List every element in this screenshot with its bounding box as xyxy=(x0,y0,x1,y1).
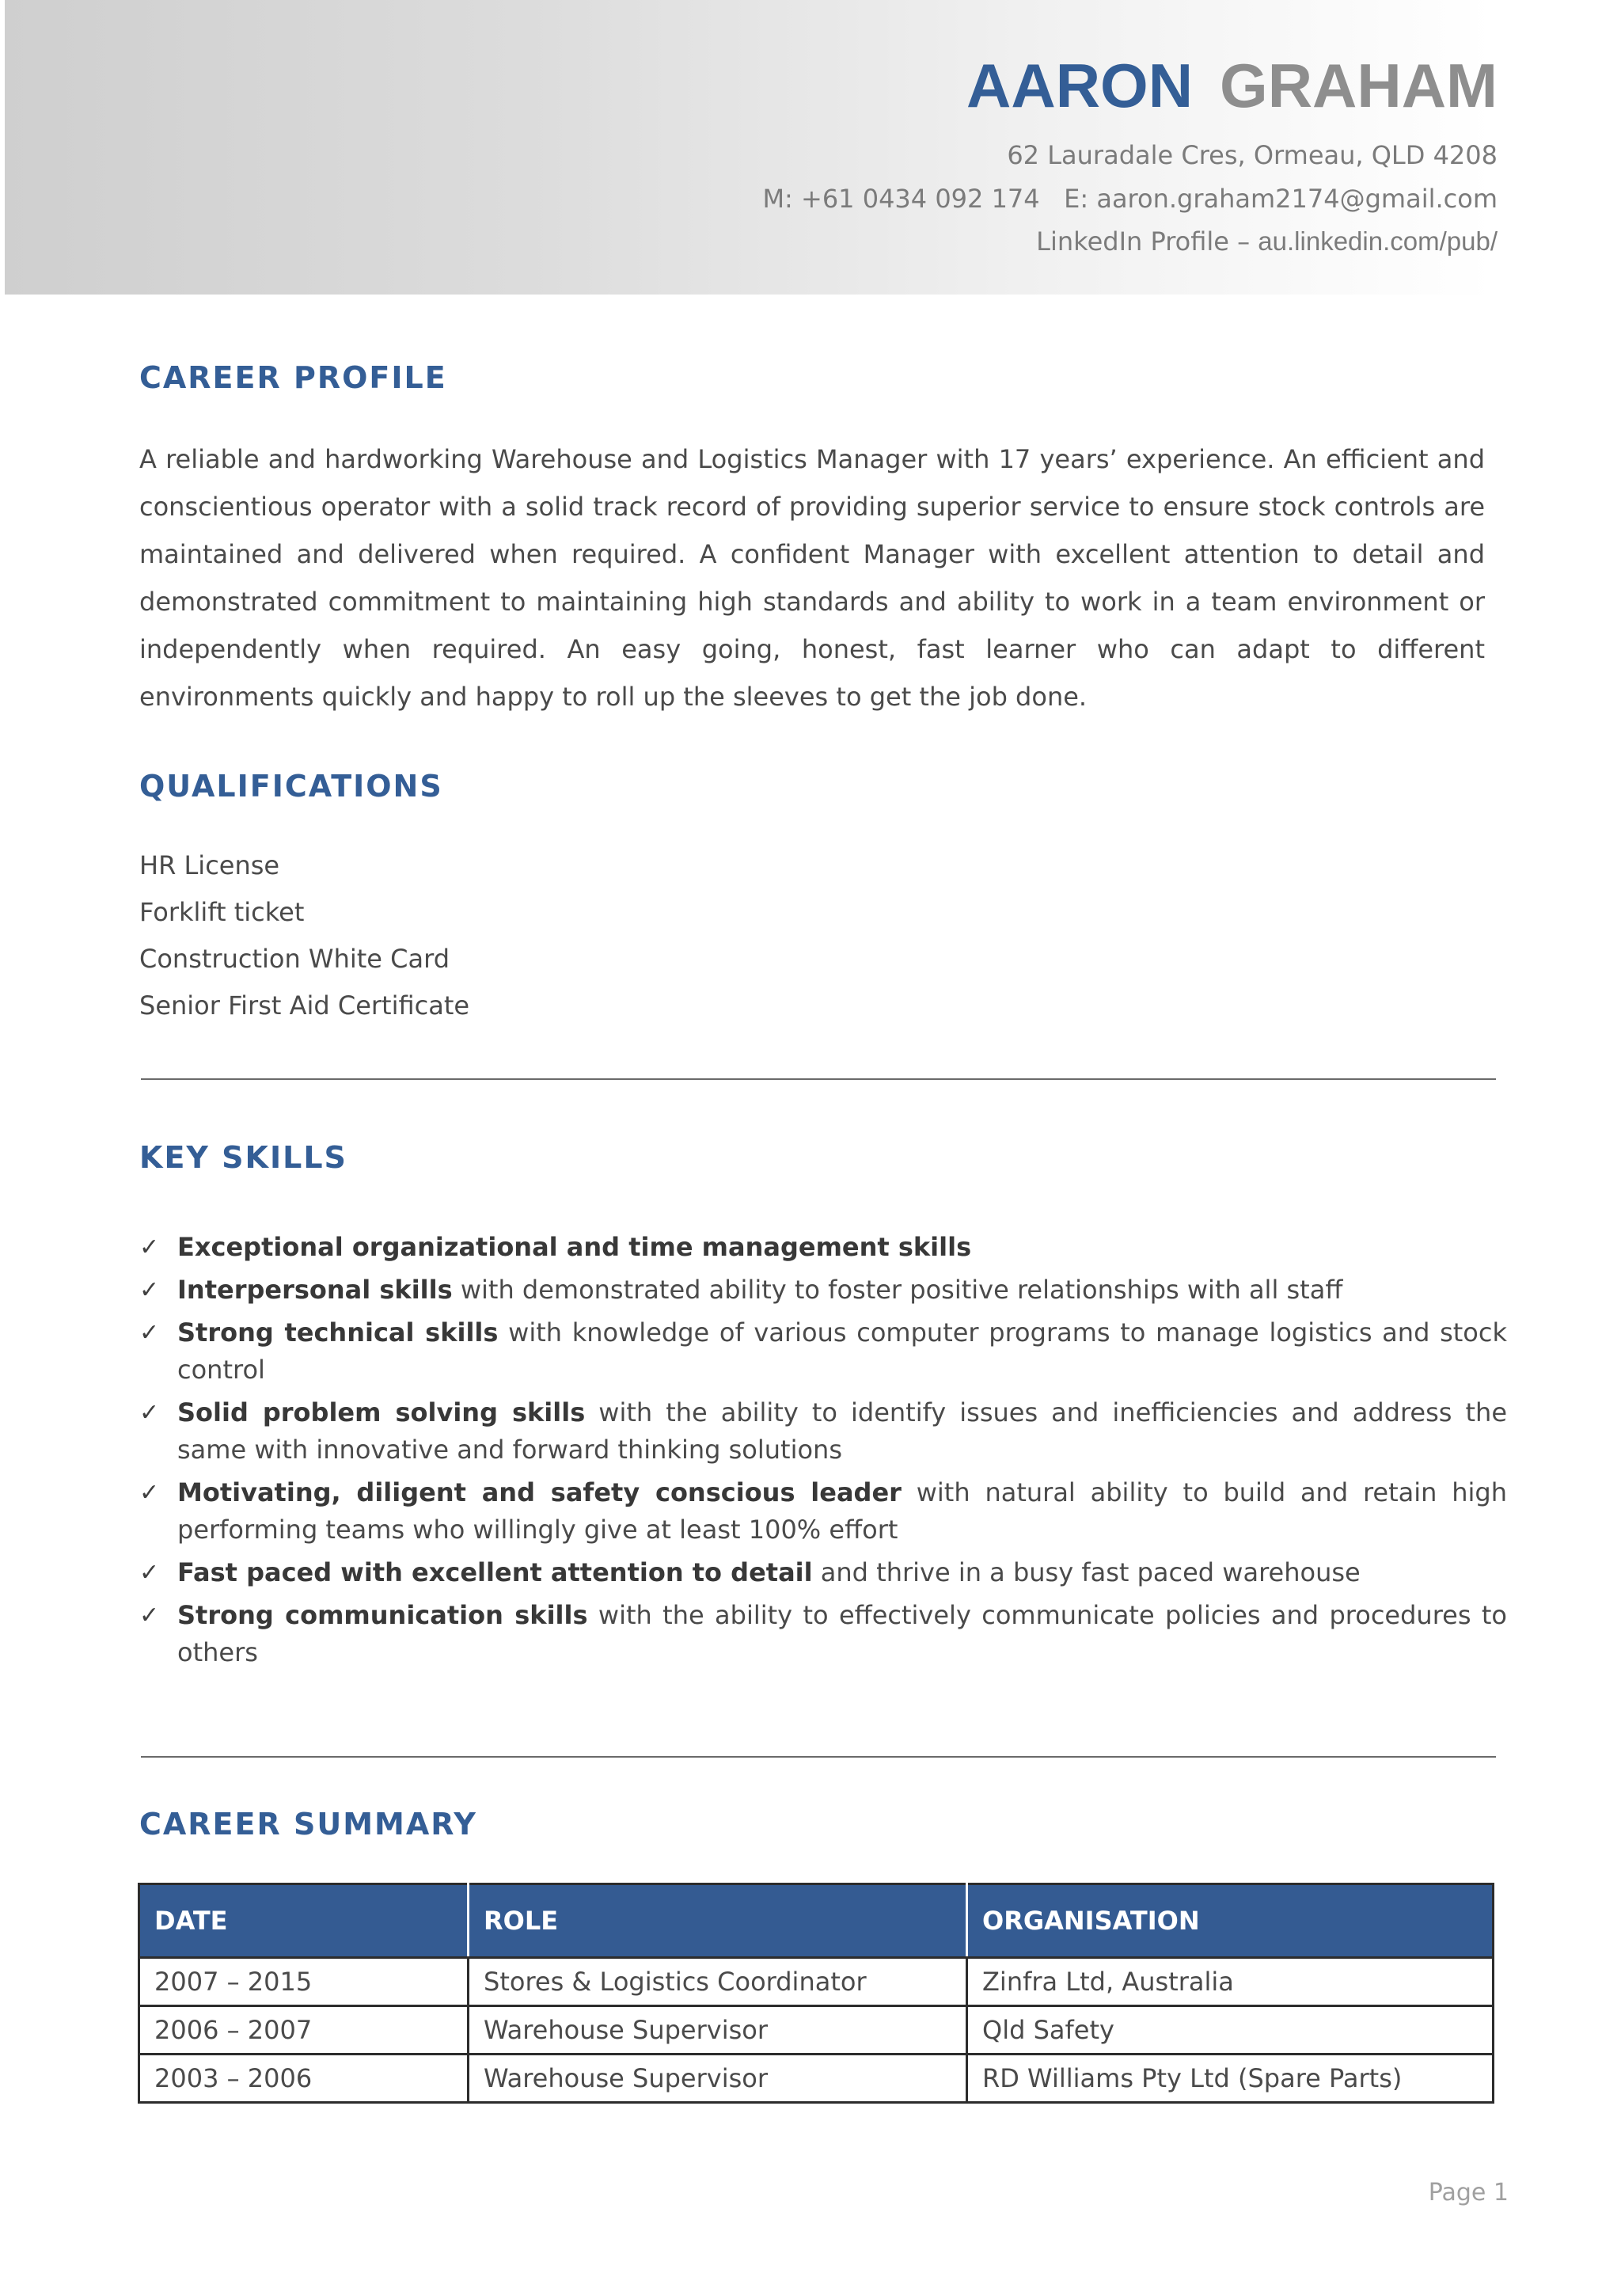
check-icon: ✓ xyxy=(139,1234,160,1261)
skill-detail: with the ability to identify issues and inefficiencies and address the same with innovative and forward thinking solutions xyxy=(177,1397,1508,1465)
first-name: AARON xyxy=(966,51,1194,120)
check-icon: ✓ xyxy=(139,1319,160,1347)
cell-role: Warehouse Supervisor xyxy=(469,2055,967,2103)
linkedin-url[interactable]: au.linkedin.com/pub/ xyxy=(1258,226,1498,256)
career-profile-heading: CAREER PROFILE xyxy=(139,360,447,395)
cell-organisation: Zinfra Ltd, Australia xyxy=(967,1958,1494,2006)
table-row xyxy=(139,2055,1494,2103)
skill-bold: Strong communication skills xyxy=(177,1600,588,1630)
cell-organisation: Qld Safety xyxy=(967,2006,1494,2055)
skill-item xyxy=(139,1314,1507,1389)
table-row xyxy=(139,1958,1494,2006)
page-number: Page 1 xyxy=(1428,2179,1509,2207)
table-row xyxy=(139,2006,1494,2055)
qualification-item: Forklift ticket xyxy=(139,897,305,927)
key-skills-list xyxy=(139,1229,1507,1677)
column-header-date: DATE xyxy=(139,1884,469,1958)
cell-role: Stores & Logistics Coordinator xyxy=(469,1958,967,2006)
skill-item xyxy=(139,1554,1507,1591)
skill-bold: Motivating, diligent and safety conscious leader xyxy=(177,1477,902,1507)
key-skills-heading: KEY SKILLS xyxy=(139,1140,347,1175)
qualification-item: HR License xyxy=(139,850,280,880)
cell-organisation: RD Williams Pty Ltd (Spare Parts) xyxy=(967,2055,1494,2103)
skill-bold: Solid problem solving skills xyxy=(177,1397,586,1427)
phone: M: +61 0434 092 174 xyxy=(762,184,1040,214)
column-header-organisation: ORGANISATION xyxy=(967,1884,1494,1958)
skill-bold: Interpersonal skills xyxy=(177,1275,453,1305)
contact-phone-email xyxy=(762,183,1498,215)
skill-item xyxy=(139,1272,1507,1309)
career-summary-heading: CAREER SUMMARY xyxy=(139,1807,477,1842)
check-icon: ✓ xyxy=(139,1559,160,1587)
cell-date: 2003 – 2006 xyxy=(139,2055,469,2103)
qualification-item: Construction White Card xyxy=(139,944,450,974)
skill-detail: with knowledge of various computer programs to manage logistics and stock control xyxy=(177,1317,1508,1385)
address: 62 Lauradale Cres, Ormeau, QLD 4208 xyxy=(1007,140,1498,170)
cell-date: 2007 – 2015 xyxy=(139,1958,469,2006)
last-name: GRAHAM xyxy=(1220,51,1498,120)
section-divider xyxy=(141,1756,1496,1758)
email: E: aaron.graham2174@gmail.com xyxy=(1064,184,1498,214)
career-profile-text: A reliable and hardworking Warehouse and Logistics Manager with 17 years’ experience. An efficient and conscientious operator with a solid track record of providing superior service to ensure stock controls are maintained and delivered when required. A confident Manager with excellent attention to detail and demonstrated commitment to maintaining high standards and ability to work in a team environment or independently when required. An easy going, honest, fast learner who can adapt to different environments quickly and happy to roll up the sleeves to get the job done. xyxy=(139,444,1485,712)
qualification-item: Senior First Aid Certificate xyxy=(139,990,470,1021)
skill-item xyxy=(139,1474,1507,1549)
skill-bold: Strong technical skills xyxy=(177,1317,499,1348)
skill-detail: with the ability to effectively communicate policies and procedures to others xyxy=(177,1600,1508,1667)
qualifications-list xyxy=(139,842,469,1029)
check-icon: ✓ xyxy=(139,1602,160,1629)
check-icon: ✓ xyxy=(139,1276,160,1304)
skill-item xyxy=(139,1229,1507,1266)
cell-date: 2006 – 2007 xyxy=(139,2006,469,2055)
skill-bold: Fast paced with excellent attention to detail xyxy=(177,1557,813,1587)
skill-bold: Exceptional organizational and time management skills xyxy=(177,1232,972,1262)
section-divider xyxy=(141,1078,1496,1080)
career-summary-table xyxy=(138,1883,1494,2104)
check-icon: ✓ xyxy=(139,1479,160,1507)
check-icon: ✓ xyxy=(139,1399,160,1427)
skill-detail: with demonstrated ability to foster positive relationships with all staff xyxy=(452,1275,1343,1305)
skill-item xyxy=(139,1394,1507,1469)
skill-detail: and thrive in a busy fast paced warehouse xyxy=(812,1557,1361,1587)
table-header-row xyxy=(139,1884,1494,1958)
skill-item xyxy=(139,1597,1507,1671)
skill-detail: with natural ability to build and retain high performing teams who willingly give at least 100% effort xyxy=(177,1477,1508,1545)
linkedin-label: LinkedIn Profile – xyxy=(1036,226,1251,257)
column-header-role: ROLE xyxy=(469,1884,967,1958)
cell-role: Warehouse Supervisor xyxy=(469,2006,967,2055)
linkedin-line xyxy=(1036,226,1498,257)
qualifications-heading: QUALIFICATIONS xyxy=(139,769,443,804)
candidate-name xyxy=(966,49,1498,122)
